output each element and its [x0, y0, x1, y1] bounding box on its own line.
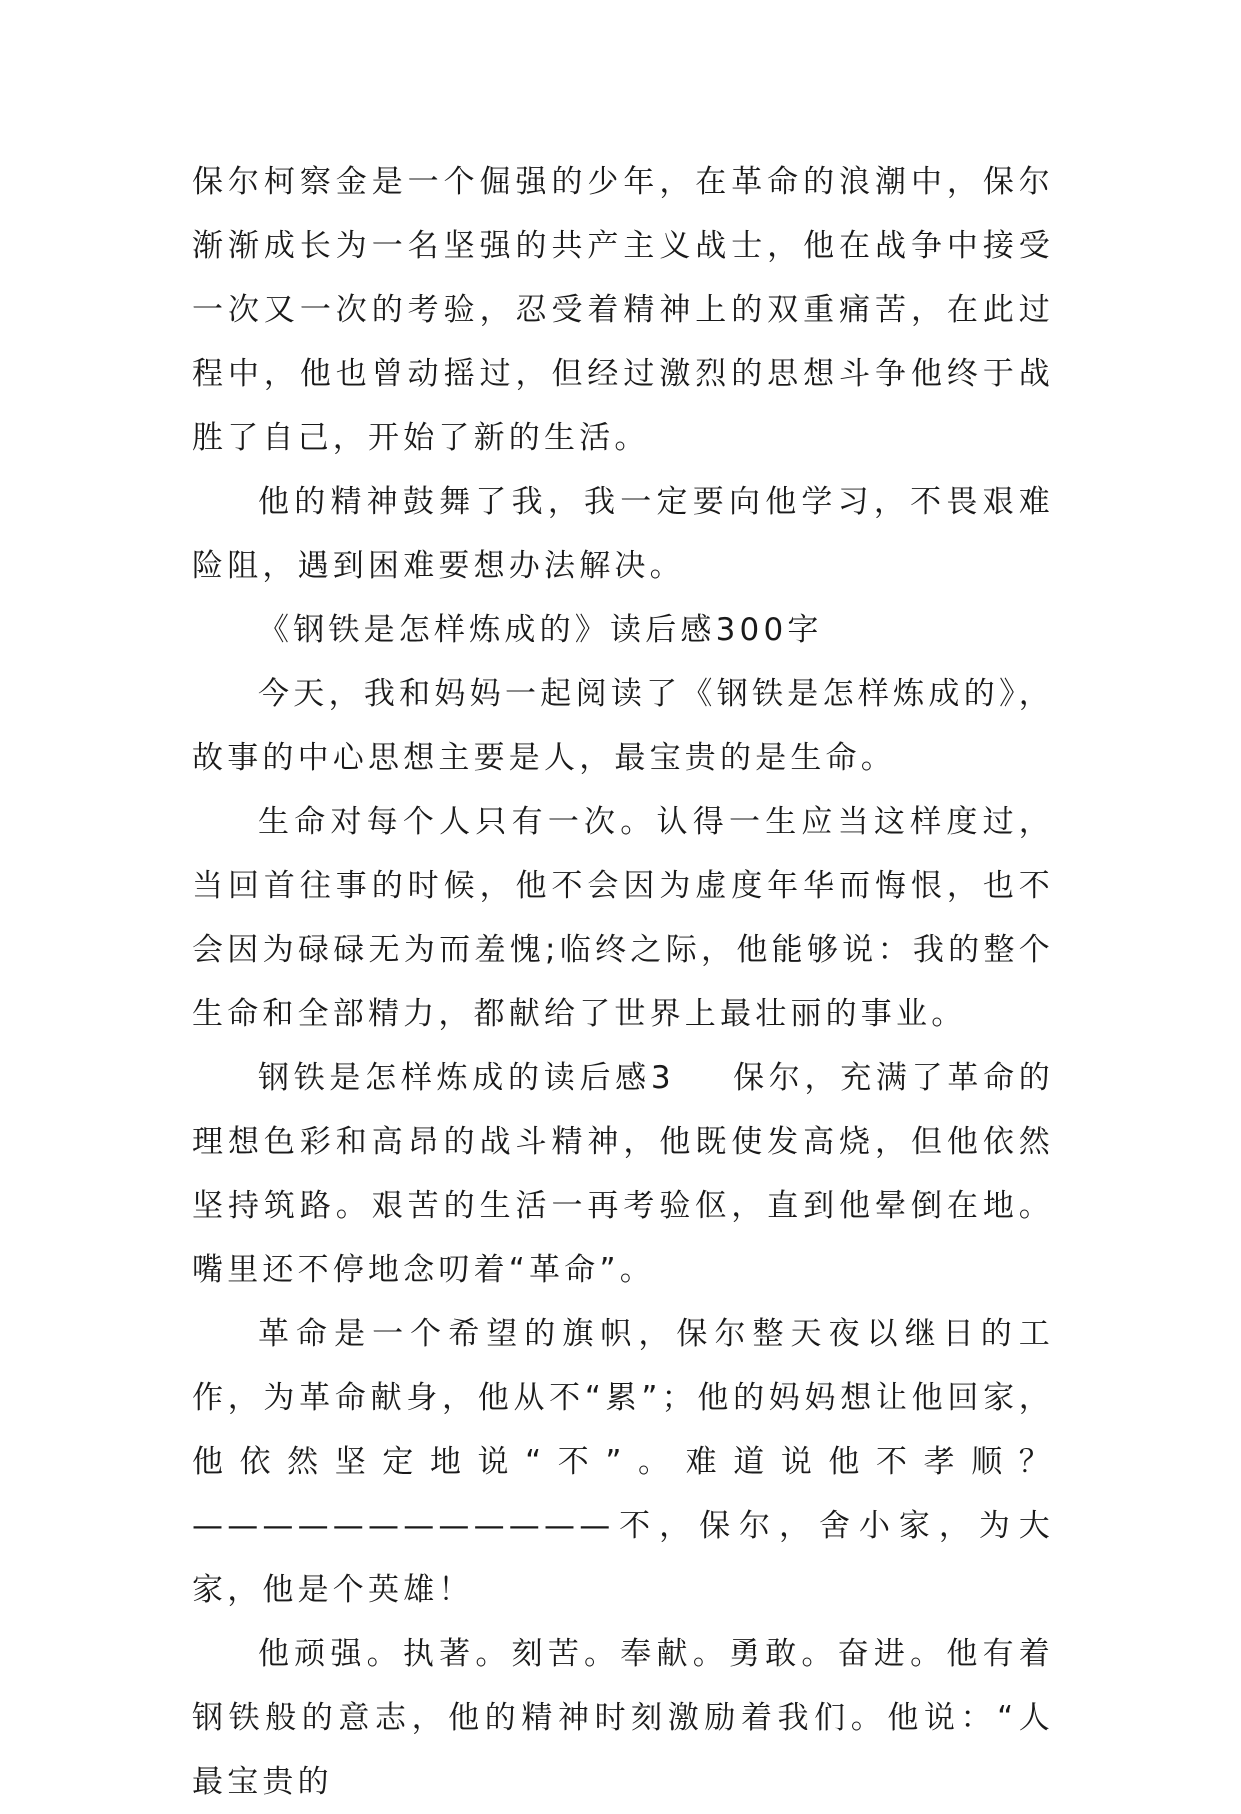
document-body [192, 150, 1054, 1814]
section-heading: 《钢铁是怎样炼成的》读后感300字 [258, 612, 823, 648]
paragraph-1: 保尔柯察金是一个倔强的少年，在革命的浪潮中，保尔渐渐成长为一名坚强的共产主义战士，他在战争中接受一次又一次的考验，忍受着精神上的双重痛苦，在此过程中，他也曾动摇过，但经过激烈的思想斗争他终于战胜了自己，开始了新的生活。 [192, 164, 1054, 456]
paragraph-2: 他的精神鼓舞了我，我一定要向他学习，不畏艰难险阻，遇到困难要想办法解决。 [192, 484, 1054, 584]
paragraph-4: 生命对每个人只有一次。认得一生应当这样度过，当回首往事的时候，他不会因为虚度年华而悔恨，也不会因为碌碌无为而羞愧;临终之际，他能够说：我的整个生命和全部精力，都献给了世界上最壮丽的事业。 [192, 804, 1054, 1032]
paragraph-5: 钢铁是怎样炼成的读后感3 保尔，充满了革命的理想色彩和高昂的战斗精神，他既使发高烧，但他依然坚持筑路。艰苦的生活一再考验伛，直到他晕倒在地。嘴里还不停地念叨着“革命”。 [192, 1060, 1054, 1288]
paragraph-7: 他顽强。执著。刻苦。奉献。勇敢。奋进。他有着钢铁般的意志，他的精神时刻激励着我们。他说：“人最宝贵的 [192, 1636, 1054, 1800]
paragraph-6: 革命是一个希望的旗帜，保尔整天夜以继日的工作，为革命献身，他从不“累”；他的妈妈想让他回家，他依然坚定地说“不”。难道说他不孝顺？————————————不，保尔，舍小家，为大家，他是个英雄！ [192, 1316, 1054, 1608]
paragraph-3: 今天，我和妈妈一起阅读了《钢铁是怎样炼成的》，故事的中心思想主要是人，最宝贵的是生命。 [192, 676, 1054, 776]
